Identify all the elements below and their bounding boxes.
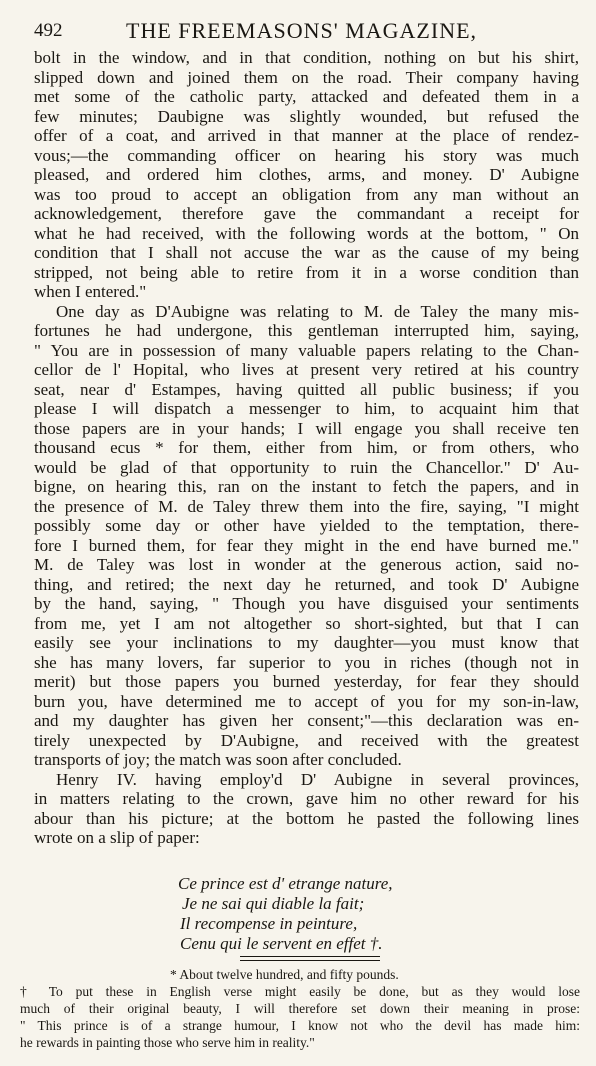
text-line: burn you, have determined me to accept of you for my son-in-law, <box>34 691 579 711</box>
footnote: * About twelve hundred, and fifty pounds. <box>170 967 399 982</box>
text-line: merit) but those papers you burned yesterday, for fear they should <box>34 672 579 691</box>
footnotes <box>20 966 580 1051</box>
text-line: wrote on a slip of paper: <box>34 828 200 847</box>
text-line: please I will dispatch a messenger to him, to acquaint him that <box>34 399 579 418</box>
text-line: easily see your inclinations to my daughter—you must know that <box>34 633 579 652</box>
text-line: met some of the catholic party, attacked and defeated them in a <box>34 87 579 106</box>
text-line: slipped down and joined them on the road. Their company having <box>34 67 579 87</box>
text-line: " You are in possession of many valuable papers relating to the Chan- <box>34 340 579 360</box>
text-line: bigne, on hearing this, ran on the instant to fetch the papers, and in <box>34 477 579 496</box>
text-line: bolt in the window, and in that condition, nothing on but his shirt, <box>34 48 579 67</box>
running-title: THE FREEMASONS' MAGAZINE, <box>126 18 478 43</box>
verse-line: Il recompense in peinture, <box>180 914 358 933</box>
text-line: when I entered." <box>34 282 147 301</box>
page-header <box>34 18 564 44</box>
text-line: vous;—the commanding officer on hearing his story was much <box>34 145 579 165</box>
text-line: offer of a coat, and arrived in that manner at the place of rendez- <box>34 126 579 145</box>
verse-line: Je ne sai qui diable la fait; <box>182 894 365 913</box>
text-line: from me, yet I am not altogether so short-sighted, but that I can <box>34 613 579 633</box>
text-line: what he had received, with the following words at the bottom, " On <box>34 223 579 243</box>
text-line: thousand ecus * for them, either from him, or from others, who <box>34 438 579 457</box>
text-line: in matters relating to the crown, gave him no other reward for his <box>34 789 579 808</box>
text-line: would be glad of that opportunity to ruin the Chancellor." D' Au- <box>34 457 579 477</box>
text-line: was too proud to accept an obligation from any man without an <box>34 184 579 204</box>
body-text <box>34 48 579 848</box>
text-line: seat, near d' Estampes, having quitted all public business; if you <box>34 379 579 399</box>
text-line: few minutes; Daubigne was slightly wounded, but refused the <box>34 106 579 126</box>
text-line: Henry IV. having employ'd D' Aubigne in several provinces, <box>56 769 579 789</box>
text-line: pleased, and ordered him clothes, arms, and money. D' Aubigne <box>34 165 579 184</box>
text-line: condition that I shall not accuse the war as the cause of my being <box>34 243 579 262</box>
footnote: he rewards in painting those who serve him in reality." <box>20 1035 315 1050</box>
verse-line: Cenu qui le servent en effet †. <box>180 934 383 953</box>
text-line: transports of joy; the match was soon after concluded. <box>34 750 402 769</box>
text-line: cellor de l' Hopital, who lives at present very retired at his country <box>34 360 579 379</box>
footnote: † To put these in English verse might easily be done, but as they would lose <box>20 984 580 999</box>
text-line: by the hand, saying, " Though you have disguised your sentiments <box>34 594 579 613</box>
footnote: " This prince is of a strange humour, I know not who the devil has made him: <box>20 1018 580 1033</box>
page-number: 492 <box>34 20 63 41</box>
text-line: abour than his picture; at the bottom he pasted the following lines <box>34 808 579 828</box>
verse-block <box>178 874 478 954</box>
text-line: those papers are in your hands; I will engage you shall receive ten <box>34 418 579 438</box>
footnote: much of their original beauty, I will therefore set down their meaning in prose: <box>20 1001 580 1016</box>
verse-line: Ce prince est d' etrange nature, <box>178 874 393 893</box>
text-line: One day as D'Aubigne was relating to M. de Taley the many mis- <box>56 301 579 321</box>
text-line: fortunes he had undergone, this gentleman interrupted him, saying, <box>34 321 579 340</box>
text-line: tirely unexpected by D'Aubigne, and received with the greatest <box>34 730 579 750</box>
text-line: and my daughter has given her consent;"—this declaration was en- <box>34 711 579 730</box>
text-line: stripped, not being able to retire from it in a worse condition than <box>34 262 579 282</box>
text-line: acknowledgement, therefore gave the commandant a receipt for <box>34 204 579 223</box>
text-line: the presence of M. de Taley threw them into the fire, saying, "I might <box>34 496 579 516</box>
footnote-rule <box>240 956 380 961</box>
text-line: fore I burned them, for fear they might in the end have burned me." <box>34 535 579 555</box>
text-line: she has many lovers, far superior to you in riches (though not in <box>34 652 579 672</box>
text-line: M. de Taley was lost in wonder at the generous action, said no- <box>34 555 579 574</box>
text-line: possibly some day or other have yielded to the temptation, there- <box>34 516 579 535</box>
text-line: thing, and retired; the next day he returned, and took D' Aubigne <box>34 574 579 594</box>
